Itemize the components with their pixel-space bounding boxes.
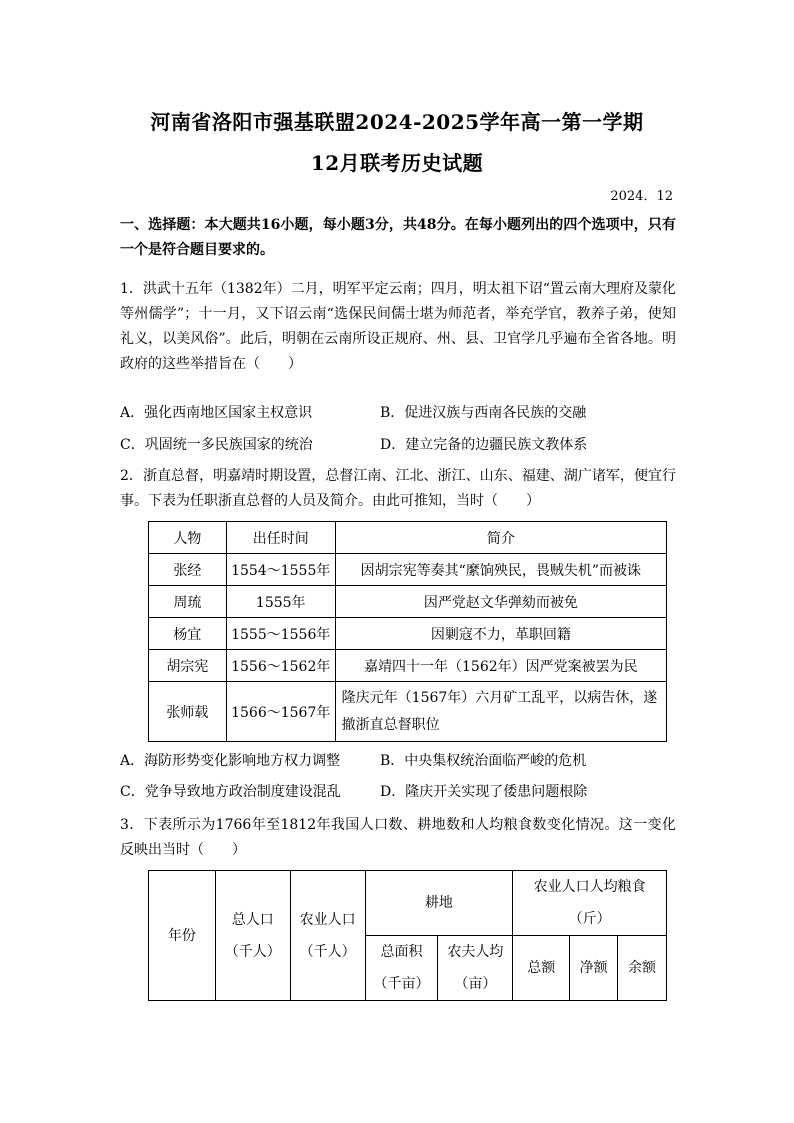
q1-option-a: A．强化西南地区国家主权意识: [120, 405, 313, 421]
table-cell: 因严党赵文华弹劾而被免: [335, 586, 666, 618]
column-header: 出任时间: [226, 522, 335, 554]
col-header-farmland: 耕地: [365, 871, 513, 936]
population-table: [148, 870, 667, 1001]
table-row: [149, 650, 667, 682]
header-label: 农业人口人均粮食: [533, 879, 646, 895]
header-unit: （千人）: [299, 943, 356, 960]
table-cell: 1556～1562年: [226, 650, 335, 682]
header-unit: （斤）: [568, 911, 611, 927]
header-label: 总人口: [231, 911, 274, 928]
col-header-year: 年份: [149, 871, 216, 1001]
table-cell: 1566～1567年: [226, 682, 335, 742]
table-cell: 张师载: [149, 682, 227, 742]
q2-option-b: B．中央集权统治面临严峻的危机: [380, 753, 587, 769]
exam-subtitle: 12月联考历史试题: [310, 151, 484, 175]
q1-option-d: D．建立完备的边疆民族文教体系: [380, 437, 588, 453]
q2-option-c: C．党争导致地方政治制度建设混乱: [120, 784, 341, 800]
section-instructions: 一、选择题：本大题共16小题，每小题3分，共48分。在每小题列出的四个选项中，只有一个是符合题目要求的。: [120, 217, 676, 258]
table-header-row: [149, 522, 667, 554]
table-cell: 1555～1556年: [226, 618, 335, 650]
table-row: [149, 618, 667, 650]
col-header-grain: [513, 871, 667, 936]
table-row: [149, 586, 667, 618]
q1-option-b: B．促进汉族与西南各民族的交融: [380, 405, 587, 421]
col-header-land-per-farmer: [438, 936, 513, 1001]
col-header-agri-population: [290, 871, 365, 1001]
exam-date: 2024．12: [610, 189, 673, 204]
table-row: [149, 554, 667, 586]
question-1-stem: 1．洪武十五年（1382年）二月，明军平定云南；四月，明太祖下诏“置云南大理府及蒙化等州儒学”；十一月，又下诏云南“选保民间儒士堪为师范者，举充学官，教养子弟，使知礼义，以美风俗”。此后，明朝在云南所设正规府、州、县、卫官学几乎遍布全省各地。明政府的这些举措旨在（ ）: [120, 281, 676, 372]
table-cell: 杨宜: [149, 618, 227, 650]
table-cell: 胡宗宪: [149, 650, 227, 682]
header-unit: （亩）: [454, 976, 497, 992]
col-header-total-population: [215, 871, 290, 1001]
table-cell: 张经: [149, 554, 227, 586]
column-header: 人物: [149, 522, 227, 554]
table-row: [149, 682, 667, 742]
q1-option-c: C．巩固统一多民族国家的统治: [120, 437, 313, 453]
header-unit: （千亩）: [373, 976, 430, 992]
col-header-land-area: [365, 936, 438, 1001]
table-cell: 因剿寇不力，革职回籍: [335, 618, 666, 650]
col-header-grain-total: 总额: [513, 936, 570, 1001]
table-cell: 1554～1555年: [226, 554, 335, 586]
table-cell: 因胡宗宪等奏其“縻饷殃民，畏贼失机”而被诛: [335, 554, 666, 586]
q2-option-a: A．海防形势变化影响地方权力调整: [120, 753, 341, 769]
question-3-stem: 3．下表所示为1766年至1812年我国人口数、耕地数和人均粮食数变化情况。这一变化反映出当时（ ）: [120, 817, 676, 858]
header-unit: （千人）: [224, 943, 281, 960]
col-header-grain-surplus: 余额: [618, 936, 667, 1001]
table-cell: 1555年: [226, 586, 335, 618]
column-header: 简介: [335, 522, 666, 554]
header-label: 农业人口: [299, 911, 356, 928]
header-label: 总面积: [380, 944, 423, 960]
col-header-grain-net: 净额: [570, 936, 618, 1001]
header-label: 农夫人均: [447, 944, 504, 960]
governors-table: [148, 521, 667, 742]
table-cell: 嘉靖四十一年（1562年）因严党案被罢为民: [335, 650, 666, 682]
q2-option-d: D．隆庆开关实现了倭患问题根除: [380, 784, 588, 800]
question-2-stem: 2．浙直总督，明嘉靖时期设置，总督江南、江北、浙江、山东、福建、湖广诸军，便宜行事。下表为任职浙直总督的人员及简介。由此可推知，当时（ ）: [120, 468, 676, 509]
table-cell: 周琉: [149, 586, 227, 618]
exam-title: 河南省洛阳市强基联盟2024-2025学年高一第一学期: [150, 110, 644, 134]
table-cell: 隆庆元年（1567年）六月矿工乱平，以病告休，遂撤浙直总督职位: [335, 682, 666, 742]
